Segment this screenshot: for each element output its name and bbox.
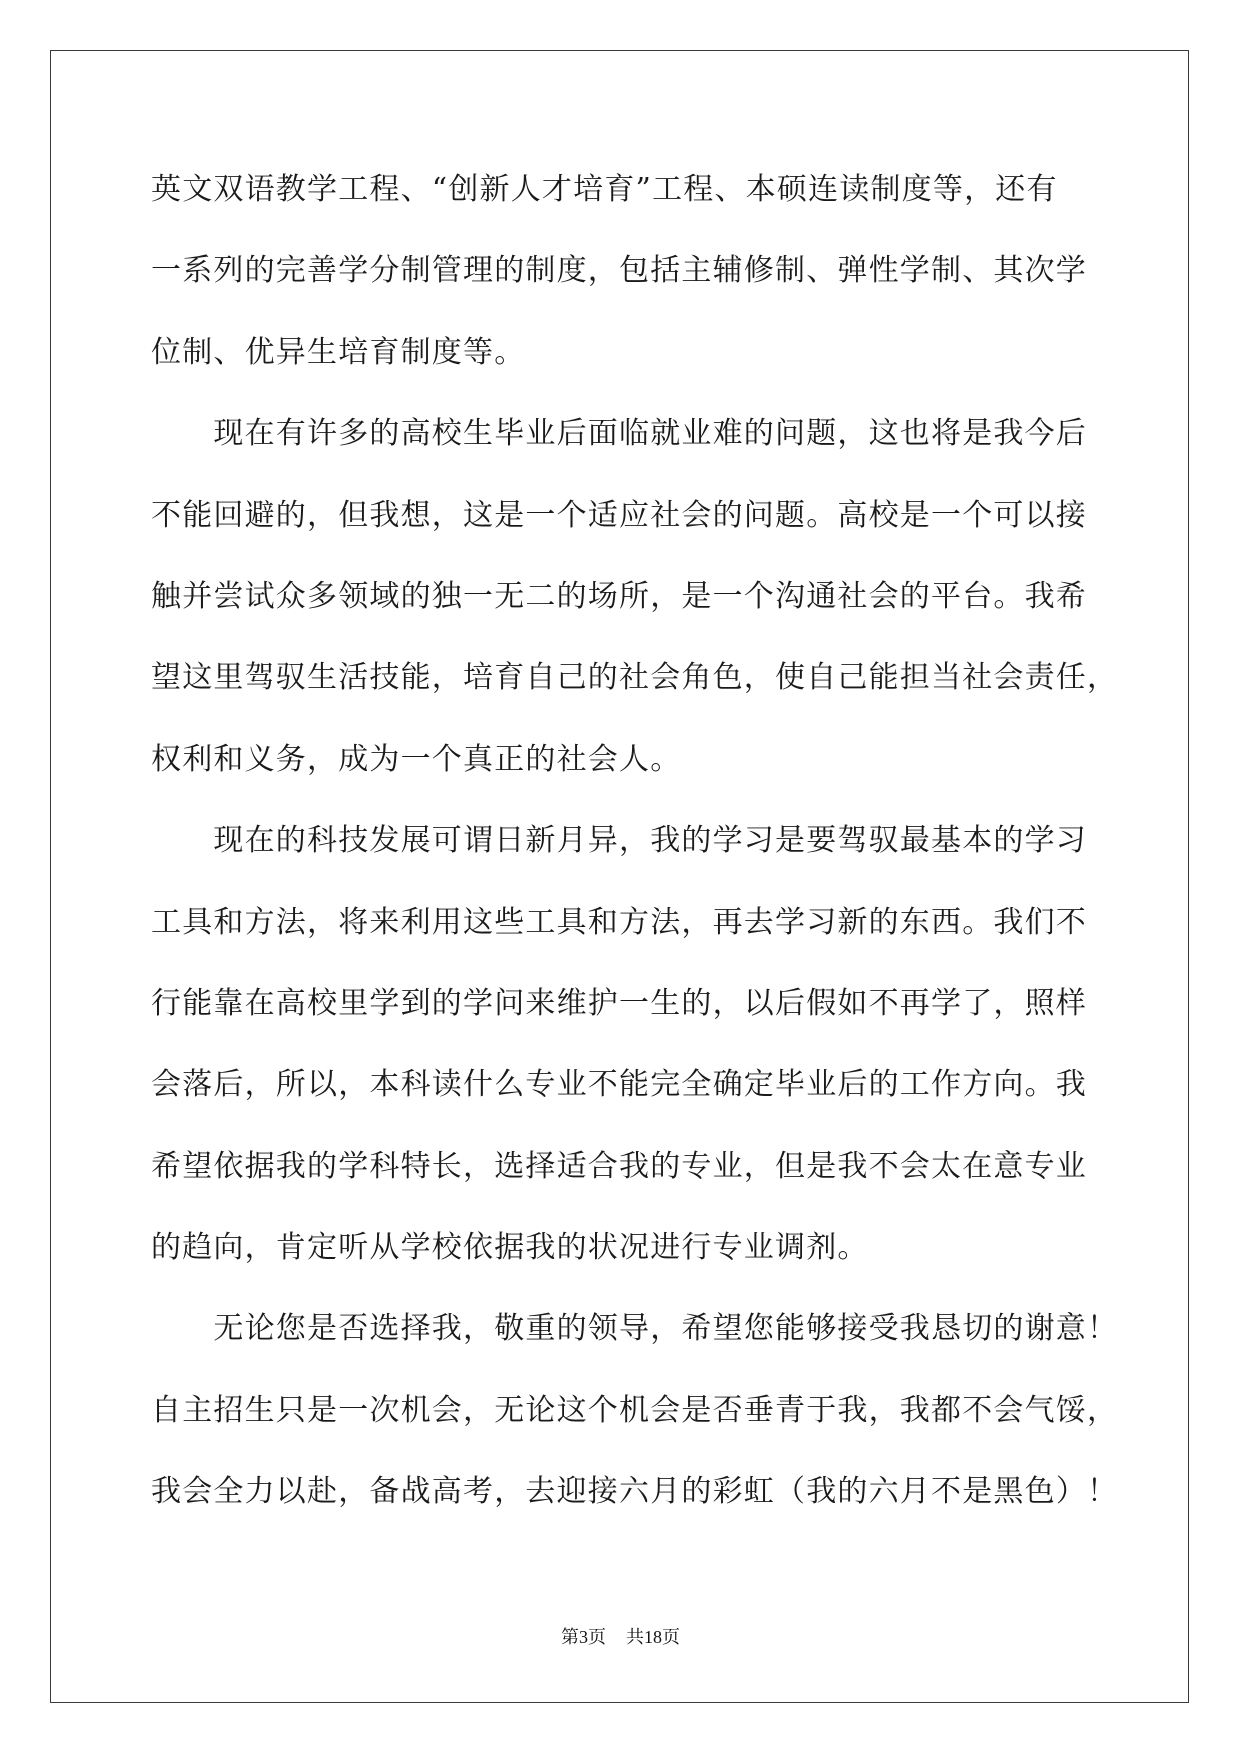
text-line: 会落后，所以，本科读什么专业不能完全确定毕业后的工作方向。我 — [151, 1067, 1087, 1103]
page-number-total: 共18页 — [626, 1627, 680, 1647]
text-line: 行能靠在高校里学到的学问来维护一生的，以后假如不再学了，照样 — [151, 985, 1087, 1021]
text-line: 自主招生只是一次机会，无论这个机会是否垂青于我，我都不会气馁， — [151, 1392, 1119, 1428]
paragraph — [151, 149, 1121, 393]
text-line: 我会全力以赴，备战高考，去迎接六月的彩虹（我的六月不是黑色）！ — [151, 1474, 1119, 1510]
page-number-current: 第3页 — [561, 1627, 606, 1647]
paragraph — [151, 800, 1121, 1288]
text-line: 英文双语教学工程、“创新人才培育”工程、本硕连读制度等，还有 — [151, 172, 1058, 207]
text-line: 一系列的完善学分制管理的制度，包括主辅修制、弹性学制、其次学 — [151, 253, 1087, 289]
paragraph — [151, 1288, 1121, 1532]
text-line: 不能回避的，但我想，这是一个适应社会的问题。高校是一个可以接 — [151, 497, 1087, 533]
paragraph — [151, 393, 1121, 800]
text-line: 触并尝试众多领域的独一无二的场所，是一个沟通社会的平台。我希 — [151, 578, 1087, 614]
document-body — [151, 149, 1121, 1533]
text-line: 工具和方法，将来利用这些工具和方法，再去学习新的东西。我们不 — [151, 904, 1087, 940]
text-line: 位制、优异生培育制度等。 — [151, 334, 526, 370]
text-line: 权利和义务，成为一个真正的社会人。 — [151, 741, 682, 777]
text-line: 望这里驾驭生活技能，培育自己的社会角色，使自己能担当社会责任， — [151, 660, 1119, 696]
text-line: 现在的科技发展可谓日新月异，我的学习是要驾驭最基本的学习 — [213, 823, 1087, 859]
text-line: 现在有许多的高校生毕业后面临就业难的问题，这也将是我今后 — [213, 416, 1087, 452]
text-line: 希望依据我的学科特长，选择适合我的专业，但是我不会太在意专业 — [151, 1148, 1087, 1184]
text-line: 无论您是否选择我，敬重的领导，希望您能够接受我恳切的谢意！ — [213, 1311, 1119, 1347]
page-footer — [0, 1625, 1241, 1649]
text-line: 的趋向，肯定听从学校依据我的状况进行专业调剂。 — [151, 1230, 869, 1266]
